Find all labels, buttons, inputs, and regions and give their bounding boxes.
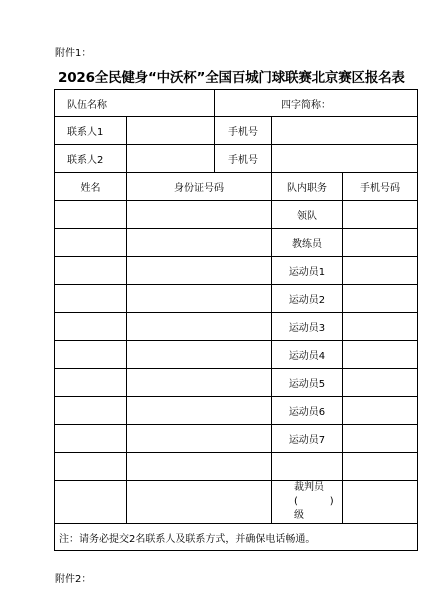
member-phone-cell[interactable] (343, 201, 418, 229)
referee-phone-cell[interactable] (343, 481, 418, 524)
member-role-label: 运动员6 (272, 397, 343, 425)
form-note: 注：请务必提交2名联系人及联系方式，并确保电话畅通。 (55, 524, 418, 551)
member-row (55, 453, 418, 481)
contact-1-label: 联系人1 (55, 117, 127, 145)
member-name-cell[interactable] (55, 453, 127, 481)
member-id-cell[interactable] (127, 229, 272, 257)
member-role-label: 运动员2 (272, 285, 343, 313)
member-row (55, 257, 418, 285)
member-phone-cell[interactable] (343, 285, 418, 313)
note-row (55, 524, 418, 551)
form-body (55, 90, 418, 551)
attachment-label-1: 附件1： (55, 48, 92, 59)
member-role-label (272, 453, 343, 481)
member-id-cell[interactable] (127, 425, 272, 453)
referee-id-cell[interactable] (127, 481, 272, 524)
member-id-cell[interactable] (127, 201, 272, 229)
contact-row-2 (55, 145, 418, 173)
member-phone-cell[interactable] (343, 369, 418, 397)
member-name-cell[interactable] (55, 397, 127, 425)
member-row (55, 425, 418, 453)
member-row (55, 369, 418, 397)
member-name-cell[interactable] (55, 201, 127, 229)
member-role-label: 运动员7 (272, 425, 343, 453)
referee-level-brackets[interactable]: ( ) (294, 496, 334, 507)
contact-1-name-cell[interactable] (127, 117, 215, 145)
attachment-label-2: 附件2： (55, 574, 92, 585)
member-phone-cell[interactable] (343, 229, 418, 257)
member-row (55, 341, 418, 369)
member-role-label: 运动员4 (272, 341, 343, 369)
team-row (55, 90, 418, 117)
member-id-cell[interactable] (127, 285, 272, 313)
member-row (55, 397, 418, 425)
member-name-cell[interactable] (55, 257, 127, 285)
column-header-row (55, 173, 418, 201)
contact-1-phone-cell[interactable] (272, 117, 418, 145)
member-phone-cell[interactable] (343, 341, 418, 369)
registration-form-table (54, 89, 418, 551)
member-name-cell[interactable] (55, 285, 127, 313)
member-id-cell[interactable] (127, 369, 272, 397)
contact-2-phone-label: 手机号 (215, 145, 272, 173)
member-row (55, 285, 418, 313)
member-id-cell[interactable] (127, 341, 272, 369)
member-role-label: 领队 (272, 201, 343, 229)
member-name-cell[interactable] (55, 369, 127, 397)
col-header-id: 身份证号码 (127, 173, 272, 201)
member-row (55, 201, 418, 229)
col-header-phone: 手机号码 (343, 173, 418, 201)
contact-2-phone-cell[interactable] (272, 145, 418, 173)
member-id-cell[interactable] (127, 453, 272, 481)
contact-1-phone-label: 手机号 (215, 117, 272, 145)
member-name-cell[interactable] (55, 229, 127, 257)
member-phone-cell[interactable] (343, 397, 418, 425)
member-phone-cell[interactable] (343, 453, 418, 481)
member-id-cell[interactable] (127, 397, 272, 425)
referee-level-suffix: 级 (294, 510, 304, 521)
member-phone-cell[interactable] (343, 425, 418, 453)
member-row (55, 229, 418, 257)
member-phone-cell[interactable] (343, 313, 418, 341)
form-title: 2026全民健身“中沃杯”全国百城门球联赛北京赛区报名表 (58, 70, 405, 86)
contact-2-label: 联系人2 (55, 145, 127, 173)
member-role-label: 运动员5 (272, 369, 343, 397)
member-id-cell[interactable] (127, 257, 272, 285)
member-role-label: 运动员3 (272, 313, 343, 341)
member-id-cell[interactable] (127, 313, 272, 341)
member-name-cell[interactable] (55, 313, 127, 341)
member-name-cell[interactable] (55, 425, 127, 453)
referee-role-label (272, 481, 343, 524)
referee-title: 裁判员 (294, 482, 324, 493)
col-header-name: 姓名 (55, 173, 127, 201)
member-role-label: 教练员 (272, 229, 343, 257)
member-name-cell[interactable] (55, 341, 127, 369)
member-phone-cell[interactable] (343, 257, 418, 285)
contact-row-1 (55, 117, 418, 145)
referee-name-cell[interactable] (55, 481, 127, 524)
member-role-label: 运动员1 (272, 257, 343, 285)
member-row (55, 313, 418, 341)
team-name-label: 队伍名称 (55, 90, 215, 117)
team-abbr-label[interactable]: 四字简称： (215, 90, 418, 117)
col-header-role: 队内职务 (272, 173, 343, 201)
referee-row (55, 481, 418, 524)
contact-2-name-cell[interactable] (127, 145, 215, 173)
